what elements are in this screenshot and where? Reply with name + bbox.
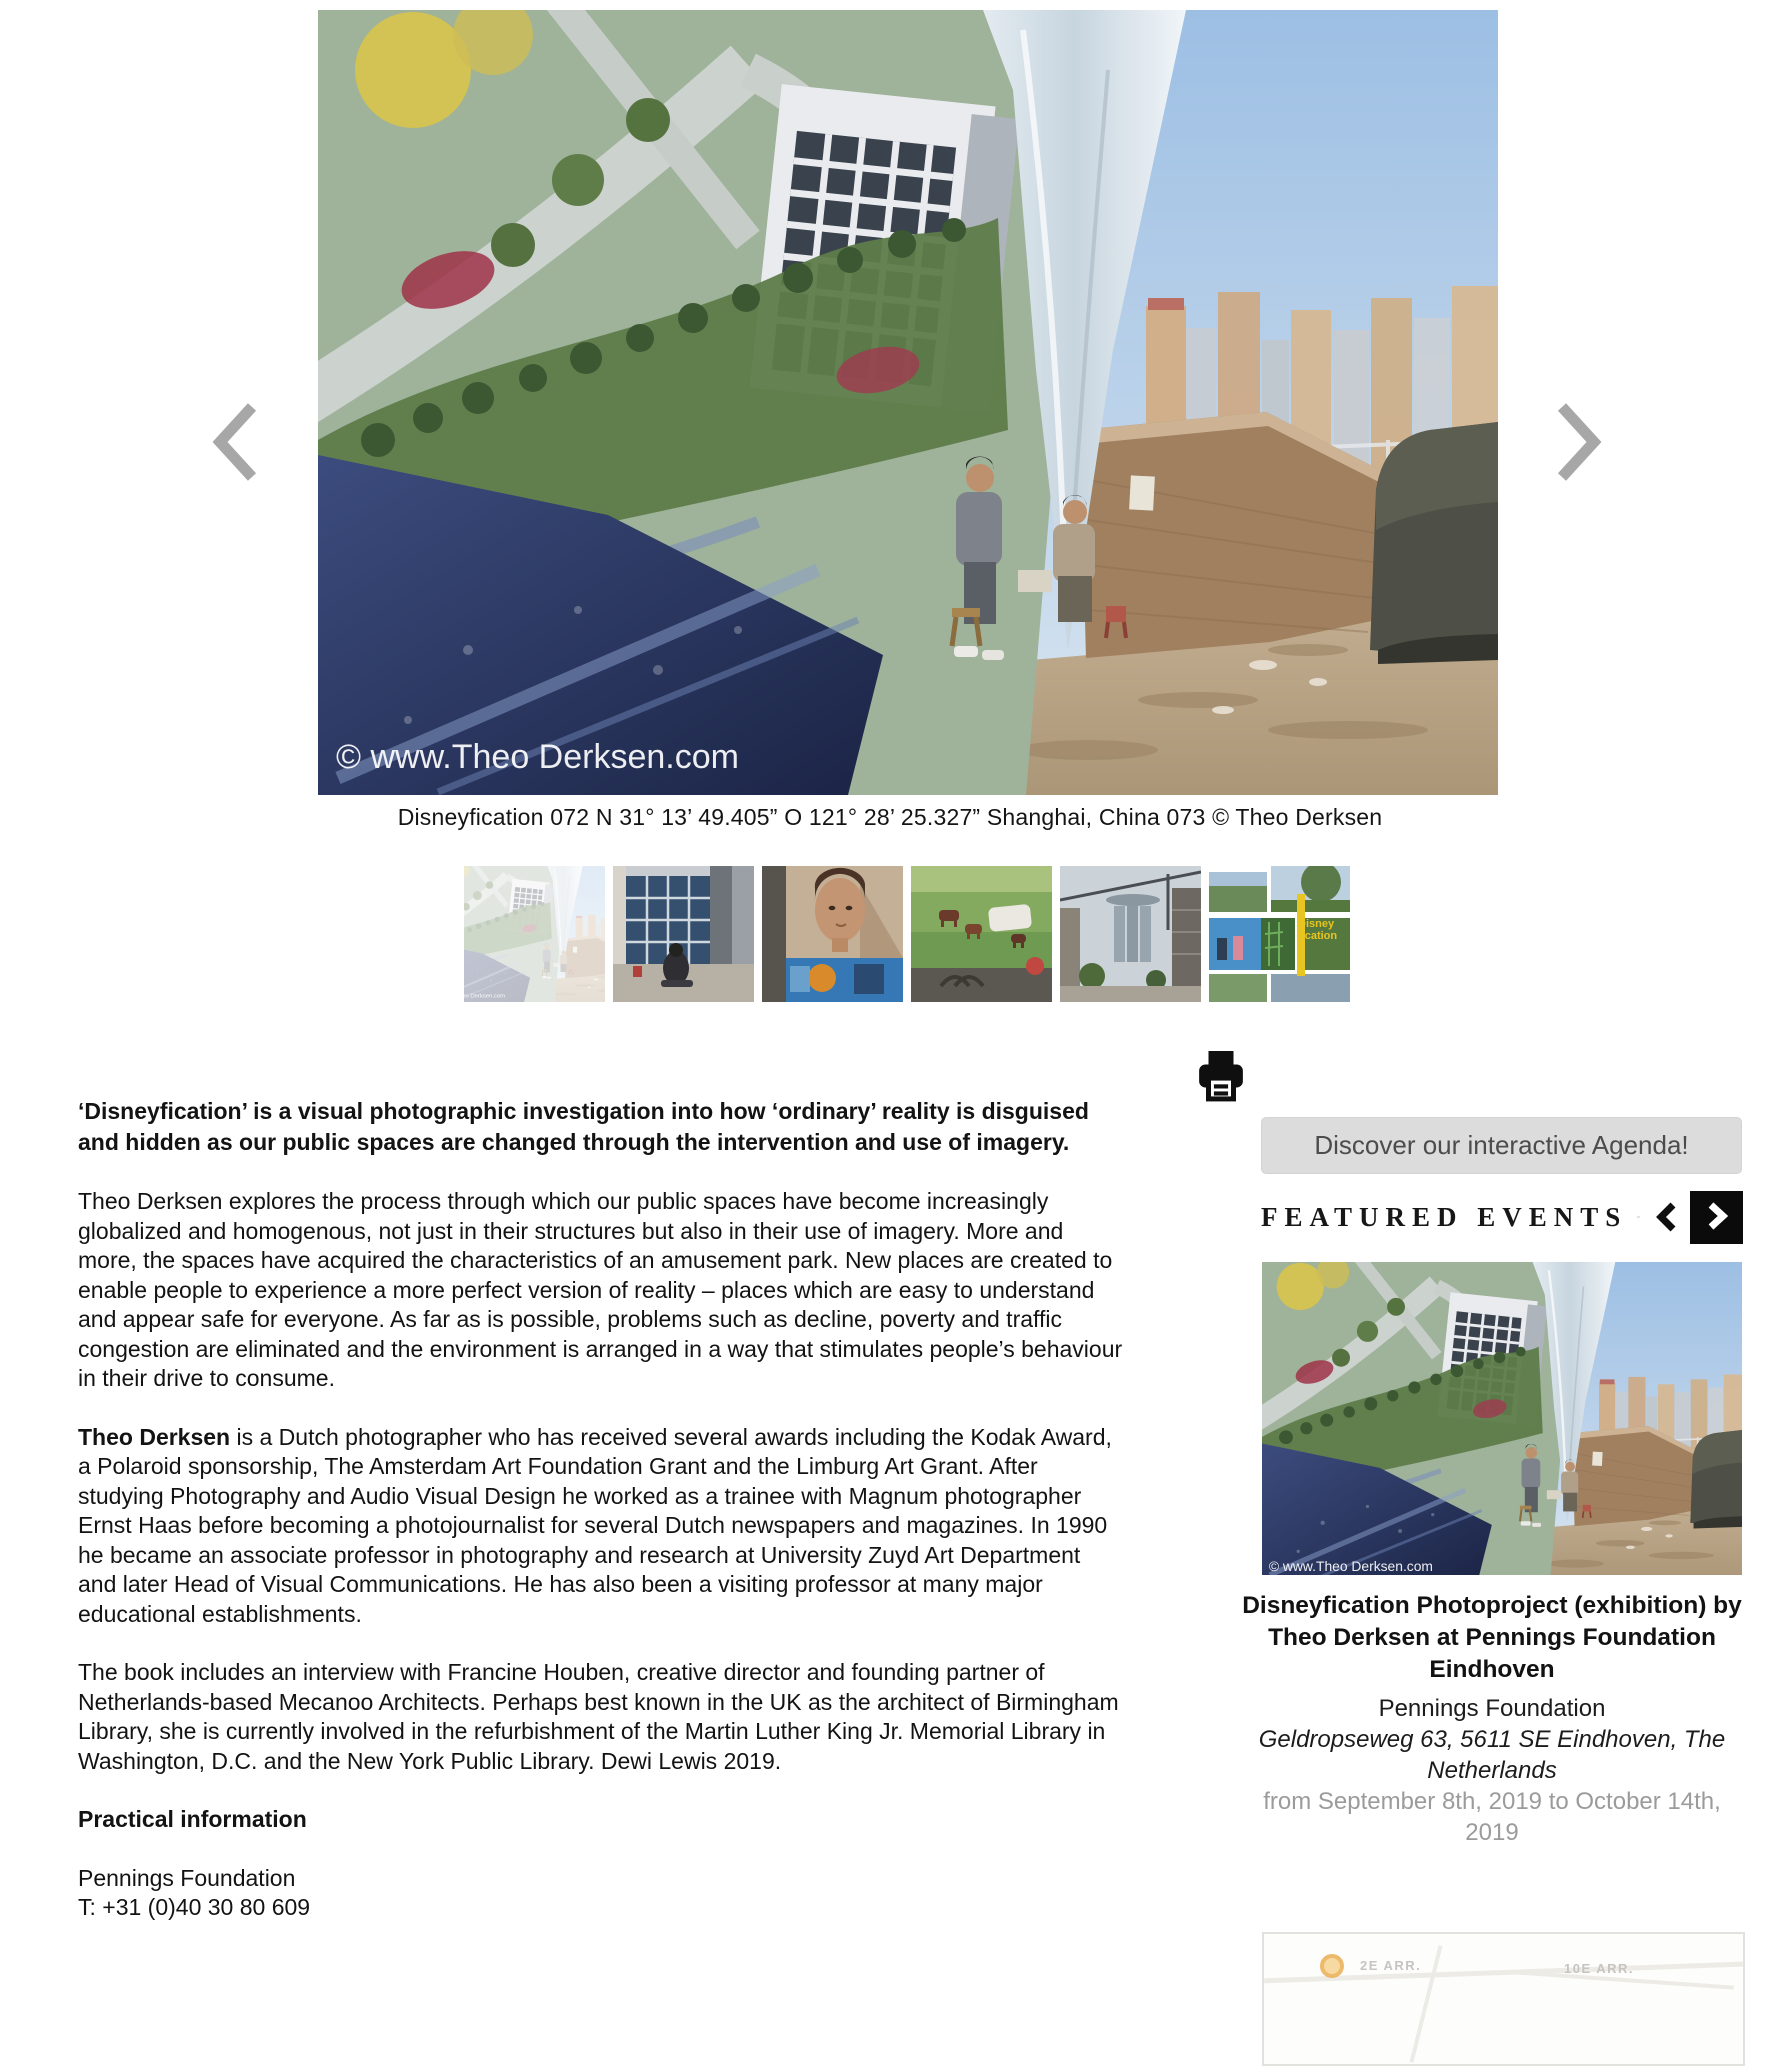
chevron-left-icon — [208, 472, 262, 487]
contact-phone: T: +31 (0)40 30 80 609 — [78, 1893, 311, 1920]
article-body — [78, 1096, 1123, 1922]
location-map[interactable] — [1262, 1932, 1745, 2066]
printer-icon — [1196, 1092, 1246, 1107]
featured-event-details — [1237, 1590, 1747, 1848]
featured-event-venue: Pennings Foundation — [1378, 1695, 1606, 1722]
featured-events-title: FEATURED EVENTS — [1261, 1201, 1628, 1232]
thumbnail-collage-text: Disney fication — [1298, 918, 1338, 942]
agenda-button[interactable]: Discover our interactive Agenda! — [1261, 1117, 1742, 1174]
thumbnail-towers-construction[interactable] — [1060, 866, 1201, 1002]
featured-next-button[interactable] — [1690, 1191, 1743, 1244]
map-marker — [1320, 1954, 1344, 1978]
contact-venue: Pennings Foundation — [78, 1864, 296, 1891]
map-district-label: 10E ARR. — [1564, 1961, 1635, 1976]
featured-event-title[interactable]: Disneyfication Photoproject (exhibition) by Theo Derksen at Pennings Foundation Eindhoven — [1242, 1592, 1742, 1683]
carousel-next-button[interactable] — [1552, 400, 1606, 487]
thumbnail-face-mural[interactable] — [762, 866, 903, 1002]
practical-information-heading: Practical information — [78, 1806, 307, 1832]
carousel-main-photo[interactable] — [318, 10, 1498, 795]
featured-prev-button[interactable] — [1654, 1200, 1678, 1234]
thumbnail-cow-pasture-billboard[interactable] — [911, 866, 1052, 1002]
thumbnail-strip — [464, 866, 1350, 1002]
article-p2-lead: Theo Derksen — [78, 1423, 231, 1450]
featured-events-header — [1261, 1190, 1743, 1244]
featured-event-dates: from September 8th, 2019 to October 14th, 2019 — [1263, 1788, 1721, 1846]
article-intro: ‘Disneyfication’ is a visual photographic investigation into how ‘ordinary’ reality is disguised and hidden as our public spaces are changed through the intervention and use of imagery. — [78, 1098, 1089, 1155]
featured-event-image[interactable] — [1262, 1262, 1742, 1575]
thumbnail-street-glass-facade[interactable] — [613, 866, 754, 1002]
thumbnail-billboard-pale[interactable] — [464, 866, 605, 1002]
article-paragraph-3: The book includes an interview with Francine Houben, creative director and founding partner of Netherlands-based Mecanoo Architects. Perhaps best known in the UK as the architect of Birmingham Library, she is currently involved in the refurbishment of the Martin Luther King Jr. Memorial Library in Washington, D.C. and the New York Public Library. Dewi Lewis 2019. — [78, 1659, 1119, 1774]
article-paragraph-1: Theo Derksen explores the process through which our public spaces have become increasingly globalized and homogenous, not just in their structures but also in their use of imagery. More and more, the spaces have acquired the characteristics of an amusement park. New places are created to enable people to experience a more perfect version of reality – places which are easy to understand and appear safe for everyone. As far as is possible, problems such as decline, poverty and traffic congestion are eliminated and the environment is arranged in a way that stimulates people’s behaviour in their drive to consume. — [78, 1188, 1123, 1391]
map-district-label: 2E ARR. — [1360, 1958, 1422, 1973]
article-p2-rest: is a Dutch photographer who has received several awards including the Kodak Award, a Polaroid sponsorship, The Amsterdam Art Foundation Grant and the Limburg Art Grant. After studying Photography and Audio Visual Design he worked as a trainee with Magnum photographer Ernst Haas before becoming a photojournalist for several Dutch newspapers and magazines. In 1990 he became an associate professor in photography and research at University Zuyd Art Department and later Head of Visual Communications. He has also been a visiting professor at many major educational establishments. — [78, 1423, 1112, 1627]
chevron-right-icon — [1552, 472, 1606, 487]
thumbnail-collage[interactable] — [1209, 866, 1350, 1002]
print-button[interactable] — [1196, 1048, 1246, 1106]
featured-event-address: Geldropseweg 63, 5611 SE Eindhoven, The Netherlands — [1258, 1726, 1726, 1784]
article-paragraph-2 — [78, 1423, 1123, 1630]
chevron-right-icon — [1704, 1200, 1730, 1235]
photo-caption: Disneyfication 072 N 31° 13’ 49.405” O 121° 28’ 25.327” Shanghai, China 073 © Theo Derksen — [397, 804, 1383, 830]
featured-events-divider — [1637, 1216, 1640, 1218]
chevron-left-icon — [1654, 1222, 1678, 1237]
carousel-prev-button[interactable] — [208, 400, 262, 487]
